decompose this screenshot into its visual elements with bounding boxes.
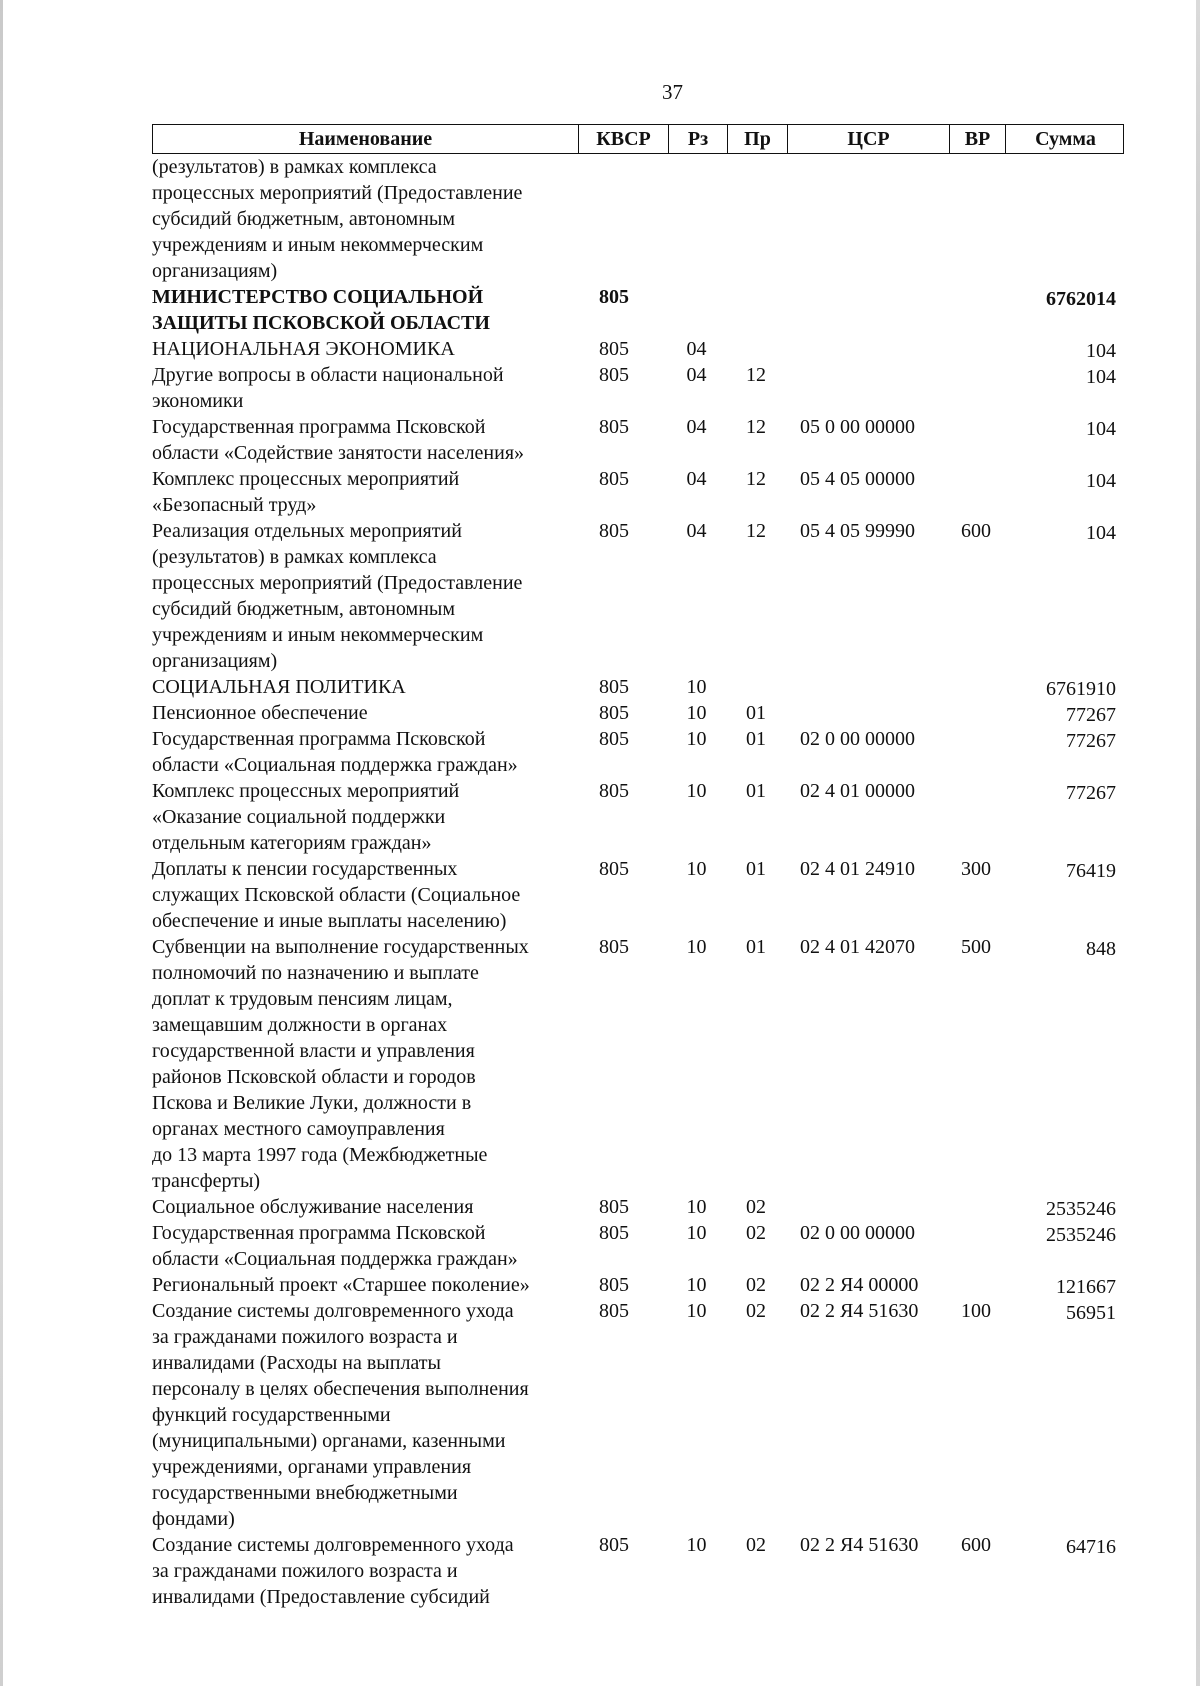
row-rz: 10	[686, 936, 707, 958]
row-kvsr: 805	[599, 1534, 629, 1556]
row-rz: 10	[686, 1196, 707, 1218]
row-sum: 104	[1086, 470, 1116, 492]
row-name: Доплаты к пенсии государственных служащих Псковской области (Социальное обеспечение и иные выплаты населению)	[152, 858, 521, 932]
row-csr: 02 4 01 00000	[800, 780, 915, 802]
table-row	[152, 362, 1124, 414]
row-csr: 05 0 00 00000	[800, 416, 915, 438]
row-sum: 2535246	[1046, 1198, 1116, 1220]
row-sum: 121667	[1056, 1276, 1116, 1298]
row-vr: 300	[961, 858, 991, 880]
row-sum: 6761910	[1046, 678, 1116, 700]
page-number: 37	[662, 80, 683, 104]
row-name: Социальное обслуживание населения	[152, 1196, 474, 1218]
row-kvsr: 805	[599, 468, 629, 490]
row-name: Реализация отдельных мероприятий (результатов) в рамках комплекса процессных мероприятий (Предоставление субсидий бюджетным, автономным учреждениям и иным некоммерческим организациям)	[152, 520, 523, 672]
row-sum: 848	[1086, 938, 1116, 960]
row-kvsr: 805	[599, 728, 629, 750]
row-rz: 10	[686, 1222, 707, 1244]
row-sum: 77267	[1066, 782, 1116, 804]
table-row	[152, 284, 1124, 336]
row-name: СОЦИАЛЬНАЯ ПОЛИТИКА	[152, 676, 406, 698]
row-kvsr: 805	[599, 780, 629, 802]
header-name: Наименование	[298, 128, 433, 150]
row-name: Государственная программа Псковской области «Социальная поддержка граждан»	[152, 728, 518, 776]
row-name: Государственная программа Псковской области «Социальная поддержка граждан»	[152, 1222, 518, 1270]
row-sum: 56951	[1066, 1302, 1116, 1324]
table-row	[152, 674, 1124, 700]
row-sum: 104	[1086, 366, 1116, 388]
row-pr: 12	[746, 520, 766, 542]
header-sum: Сумма	[1005, 125, 1125, 153]
row-csr: 02 4 01 42070	[800, 936, 915, 958]
row-kvsr: 805	[599, 1300, 629, 1322]
row-name: Пенсионное обеспечение	[152, 702, 368, 724]
row-pr: 02	[746, 1196, 766, 1218]
row-pr: 01	[746, 780, 766, 802]
row-pr: 01	[746, 702, 766, 724]
table-row	[152, 466, 1124, 518]
row-sum: 76419	[1066, 860, 1116, 882]
scan-edge-right	[1196, 0, 1200, 1686]
table-row	[152, 336, 1124, 362]
table-row	[152, 154, 1124, 284]
row-name: Региональный проект «Старшее поколение»	[152, 1274, 530, 1296]
row-name: Комплекс процессных мероприятий «Безопасный труд»	[152, 468, 460, 516]
row-csr: 02 0 00 00000	[800, 1222, 915, 1244]
table-row	[152, 934, 1124, 1194]
table-header	[152, 124, 1124, 154]
table-row	[152, 700, 1124, 726]
row-sum: 2535246	[1046, 1224, 1116, 1246]
row-sum: 6762014	[1046, 288, 1116, 310]
row-pr: 12	[746, 364, 766, 386]
table-row	[152, 1532, 1124, 1610]
row-name: Другие вопросы в области национальной экономики	[152, 364, 504, 412]
table-row	[152, 1194, 1124, 1220]
row-kvsr: 805	[599, 1222, 629, 1244]
row-csr: 02 2 Я4 51630	[800, 1300, 919, 1322]
budget-table	[152, 124, 1124, 1610]
row-sum: 104	[1086, 340, 1116, 362]
table-row	[152, 726, 1124, 778]
table-row	[152, 1298, 1124, 1532]
row-rz: 04	[686, 338, 707, 360]
row-name: Комплекс процессных мероприятий «Оказание социальной поддержки отдельным категориям граждан»	[152, 780, 460, 854]
row-vr: 100	[961, 1300, 991, 1322]
table-row	[152, 518, 1124, 674]
table-row	[152, 1272, 1124, 1298]
row-kvsr: 805	[599, 1274, 629, 1296]
row-rz: 10	[686, 728, 707, 750]
header-kvsr: КВСР	[578, 125, 668, 153]
row-pr: 01	[746, 728, 766, 750]
header-pr: Пр	[727, 125, 787, 153]
row-pr: 12	[746, 416, 766, 438]
row-kvsr: 805	[599, 416, 629, 438]
header-vr: ВР	[949, 125, 1005, 153]
row-csr: 02 2 Я4 51630	[800, 1534, 919, 1556]
header-csr: ЦСР	[787, 125, 949, 153]
row-rz: 10	[686, 858, 707, 880]
row-pr: 02	[746, 1300, 766, 1322]
row-vr: 600	[961, 520, 991, 542]
table-row	[152, 778, 1124, 856]
table-row	[152, 414, 1124, 466]
row-csr: 02 0 00 00000	[800, 728, 915, 750]
table-row	[152, 856, 1124, 934]
row-rz: 10	[686, 780, 707, 802]
row-vr: 600	[961, 1534, 991, 1556]
row-csr: 02 2 Я4 00000	[800, 1274, 919, 1296]
row-kvsr: 805	[599, 1196, 629, 1218]
row-name: Государственная программа Псковской области «Содействие занятости населения»	[152, 416, 525, 464]
row-kvsr: 805	[599, 338, 629, 360]
row-kvsr: 805	[599, 286, 629, 308]
row-name: Создание системы долговременного ухода за гражданами пожилого возраста и инвалидами (Расходы на выплаты персоналу в целях обеспечения выполнения функций государственными (муниципальными) органами, казенными учреждениями, органами управления государственными внебюджетными фондами)	[152, 1300, 529, 1530]
row-kvsr: 805	[599, 520, 629, 542]
table-body	[152, 154, 1124, 1610]
scan-edge-left	[0, 0, 3, 1686]
row-kvsr: 805	[599, 936, 629, 958]
row-kvsr: 805	[599, 676, 629, 698]
row-sum: 104	[1086, 522, 1116, 544]
row-csr: 05 4 05 00000	[800, 468, 915, 490]
row-sum: 77267	[1066, 730, 1116, 752]
row-kvsr: 805	[599, 364, 629, 386]
row-csr: 02 4 01 24910	[800, 858, 915, 880]
row-name: (результатов) в рамках комплекса процессных мероприятий (Предоставление субсидий бюджетным, автономным учреждениям и иным некоммерческим организациям)	[152, 156, 523, 282]
row-pr: 01	[746, 936, 766, 958]
row-rz: 10	[686, 702, 707, 724]
row-rz: 04	[686, 468, 707, 490]
row-sum: 104	[1086, 418, 1116, 440]
row-pr: 02	[746, 1222, 766, 1244]
row-sum: 64716	[1066, 1536, 1116, 1558]
row-pr: 12	[746, 468, 766, 490]
row-csr: 05 4 05 99990	[800, 520, 915, 542]
row-name: НАЦИОНАЛЬНАЯ ЭКОНОМИКА	[152, 338, 455, 360]
row-sum: 77267	[1066, 704, 1116, 726]
row-pr: 02	[746, 1274, 766, 1296]
row-vr: 500	[961, 936, 991, 958]
row-rz: 04	[686, 416, 707, 438]
row-kvsr: 805	[599, 702, 629, 724]
row-pr: 02	[746, 1534, 766, 1556]
row-rz: 04	[686, 520, 707, 542]
row-pr: 01	[746, 858, 766, 880]
row-rz: 04	[686, 364, 707, 386]
row-rz: 10	[686, 1534, 707, 1556]
row-rz: 10	[686, 1274, 707, 1296]
row-name: Создание системы долговременного ухода за гражданами пожилого возраста и инвалидами (Предоставление субсидий	[152, 1534, 514, 1608]
table-row	[152, 1220, 1124, 1272]
row-name: МИНИСТЕРСТВО СОЦИАЛЬНОЙ ЗАЩИТЫ ПСКОВСКОЙ ОБЛАСТИ	[152, 286, 490, 334]
header-rz: Рз	[668, 125, 727, 153]
row-rz: 10	[686, 676, 707, 698]
row-kvsr: 805	[599, 858, 629, 880]
row-rz: 10	[686, 1300, 707, 1322]
row-name: Субвенции на выполнение государственных полномочий по назначению и выплате доплат к трудовым пенсиям лицам, замещавшим должности в органах государственной власти и управления районов Псковской области и городов Пскова и Великие Луки, должности в органах местного самоуправления до 13 марта 1997 года (Межбюджетные трансферты)	[152, 936, 529, 1192]
